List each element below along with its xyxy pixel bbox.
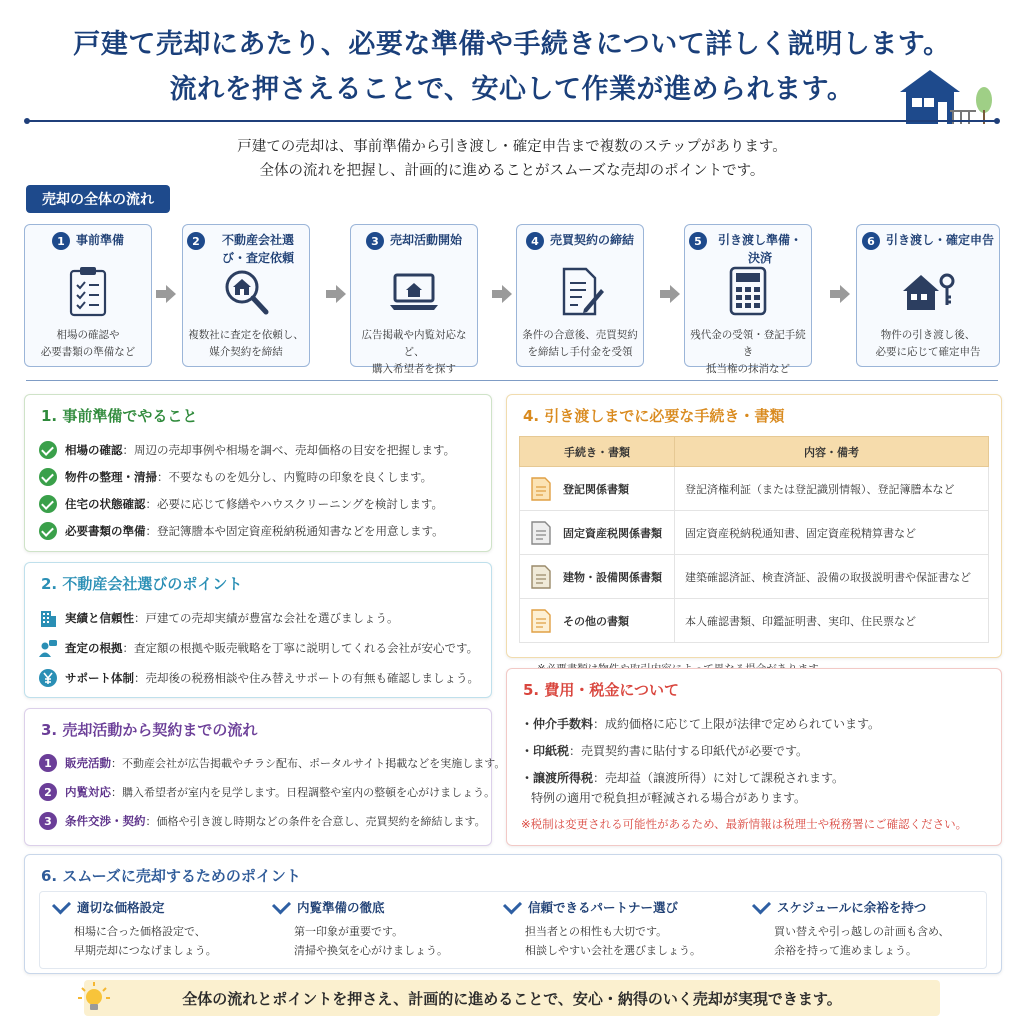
yen-icon [39,669,57,687]
point-item: スケジュールに余裕を持つ 買い替えや引っ越しの計画も含め、 余裕を持って進めましょう。 [752,898,982,960]
check-circle-icon [39,495,57,513]
point-item: 内覧準備の徹底 第一印象が重要です。 清掃や換気を心がけましょう。 [272,898,502,960]
table-header-row [520,437,989,467]
section-preparation [24,394,492,552]
house-tree-icon [896,66,996,124]
header-divider [26,120,998,122]
arrow-right-icon [830,284,850,304]
list-item: 査定の根拠 ：査定額の根拠や販売戦略を丁寧に説明してくれる会社が安心です。 [39,639,481,657]
list-item: ・仲介手数料：成約価格に応じて上限が法律で定められています。 [521,717,881,731]
documents-table [519,436,989,643]
list-item: サポート体制 ：売却後の税務相談や住み替えサポートの有無も確認しましょう。 [39,669,481,687]
list-item: 1 販売活動 ：不動産会社が広告掲載やチラシ配布、ポータルサイト掲載などを実施します。 [39,754,481,772]
flow-step-3: 3 売却活動開始 広告掲載や内覧対応など、 購入希望者を探す [350,224,478,367]
arrow-right-icon [660,284,680,304]
check-circle-icon [39,468,57,486]
building-icon [39,609,57,627]
section-title: 1. 事前準備でやること [41,407,198,425]
arrow-right-icon [492,284,512,304]
table-row: 固定資産税関係書類 固定資産税納税通知書、固定資産税精算書など [520,511,989,555]
contract-pen-icon [555,265,605,317]
flow-step-2: 2 不動産会社選び・査定依頼 複数社に査定を依頼し、 媒介契約を締結 [182,224,310,367]
flow-step-6: 6 引き渡し・確定申告 物件の引き渡し後、 必要に応じて確定申告 [856,224,1000,367]
list-item: 相場の確認 ：周辺の売却事例や相場を調べ、売却価格の目安を把握します。 [39,441,481,459]
section-divider [26,380,998,381]
check-circle-icon [39,522,57,540]
table-row: その他の書類 本人確認書類、印鑑証明書、実印、住民票など [520,599,989,643]
list-item: 2 内覧対応 ：購入希望者が室内を見学します。日程調整や室内の整頓を心がけましょう。 [39,783,481,801]
document-icon [531,609,551,633]
lightbulb-icon [76,980,112,1016]
list-item: 3 条件交渉・契約 ：価格や引き渡し時期などの条件を合意し、売買契約を締結します。 [39,812,481,830]
calculator-icon [723,265,773,317]
person-chat-icon [39,639,57,657]
point-item: 適切な価格設定 相場に合った価格設定で、 早期売却につなげましょう。 [52,898,282,960]
step-title: 事前準備 [75,233,124,247]
table-row: 登記関係書類 登記済権利証（または登記識別情報）、登記簿謄本など [520,467,989,511]
document-icon [531,521,551,545]
flow-step-4: 4 売買契約の締結 条件の合意後、売買契約 を締結し手付金を受領 [516,224,644,367]
point-item: 信頼できるパートナー選び 担当者との相性も大切です。 相談しやすい会社を選びましょう。 [503,898,733,960]
house-magnifier-icon [221,265,271,317]
title-line-1: 戸建て売却にあたり、必要な準備や手続きについて詳しく説明します。 [73,29,951,60]
list-item: ・譲渡所得税：売却益（譲渡所得）に対して課税されます。 特例の適用で税負担が軽減される場合があります。 [521,771,845,805]
title-line-2: 流れを押さえることで、安心して作業が進められます。 [169,74,855,105]
laptop-house-icon [389,265,439,317]
section-sales-activity: 3. 売却活動から契約までの流れ 1 販売活動 ：不動産会社が広告掲載やチラシ配布、ポータルサイト掲載などを実施します。 2 内覧対応 ：購入希望者が室内を見学します。日程調整や室内の整頓を心がけましょう。 3 条件交渉・契約 ：価格や引き渡し時期などの条件を合意し、売買契約を締結します。 [24,708,492,846]
flow-step-5: 5 引き渡し準備・決済 残代金の受領・登記手続き 抵当権の抹消など [684,224,812,367]
flow-step-1 [24,224,152,367]
column-header: 手続き・書類 [520,437,675,467]
step-number: 1 [52,232,70,250]
check-circle-icon [39,441,57,459]
page-title [0,22,1024,112]
flow-label: 売却の全体の流れ [26,185,170,213]
list-item: 住宅の状態確認 ：必要に応じて修繕やハウスクリーニングを検討します。 [39,495,481,513]
list-item: 必要書類の準備 ：登記簿謄本や固定資産税納税通知書などを用意します。 [39,522,481,540]
house-key-icon [901,265,957,317]
check-icon [503,895,522,914]
document-icon [531,477,551,501]
check-icon [52,895,71,914]
step-desc: 相場の確認や 必要書類の準備など [40,329,136,358]
clipboard-checklist-icon [63,265,113,317]
tax-note: ※税制は変更される可能性があるため、最新情報は税理士や税務署にご確認ください。 [521,817,968,831]
intro-text: 戸建ての売却は、事前準備から引き渡し・確定申告まで複数のステップがあります。 全体の流れを把握し、計画的に進めることがスムーズな売却のポイントです。 [237,139,787,179]
check-icon [272,895,291,914]
list-item: 実績と信頼性 ：戸建ての売却実績が豊富な会社を選びましょう。 [39,609,481,627]
list-item: 物件の整理・清掃 ：不要なものを処分し、内覧時の印象を良くします。 [39,468,481,486]
section-smooth-sale-points: 6. スムーズに売却するためのポイント [24,854,1002,974]
list-item: ・印紙税：売買契約書に貼付する印紙代が必要です。 [521,744,809,758]
section-documents: 4. 引き渡しまでに必要な手続き・書類 手続き・書類 内容・備考 登記関係書類 登記済権利証（または登記識別情報）、登記簿謄本など 固定資産税関係書類 固定資産税納税通知書、固定資産税精算書など 建物・設備関係書類 建築確認済証、検査済証、設備の取扱説明書や保証書など その他の書類 本人確認書類、印鑑証明書、実印、住民票など [506,394,1002,658]
column-header: 内容・備考 [675,437,989,467]
summary-banner: 全体の流れとポイントを押さえ、計画的に進めることで、安心・納得のいく売却が実現できます。 [84,980,940,1016]
arrow-right-icon [326,284,346,304]
section-agency: 2. 不動産会社選びのポイント 実績と信頼性 ：戸建ての売却実績が豊富な会社を選びましょう。 査定の根拠 ：査定額の根拠や販売戦略を丁寧に説明してくれる会社が安心です。 サポート体制 ：売却後の税務相談や住み替えサポートの有無も確認しましょう。 [24,562,492,698]
check-icon [752,895,771,914]
section-costs-taxes: 5. 費用・税金について ・仲介手数料：成約価格に応じて上限が法律で定められています。 ・印紙税：売買契約書に貼付する印紙代が必要です。 ・譲渡所得税：売却益（譲渡所得）に対して課税されます。 特例の適用で税負担が軽減される場合があります。 ※税制は変更される可能性があるため、最新情報は税理士や税務署にご確認ください。 [506,668,1002,846]
table-row: 建物・設備関係書類 建築確認済証、検査済証、設備の取扱説明書や保証書など [520,555,989,599]
arrow-right-icon [156,284,176,304]
document-icon [531,565,551,589]
